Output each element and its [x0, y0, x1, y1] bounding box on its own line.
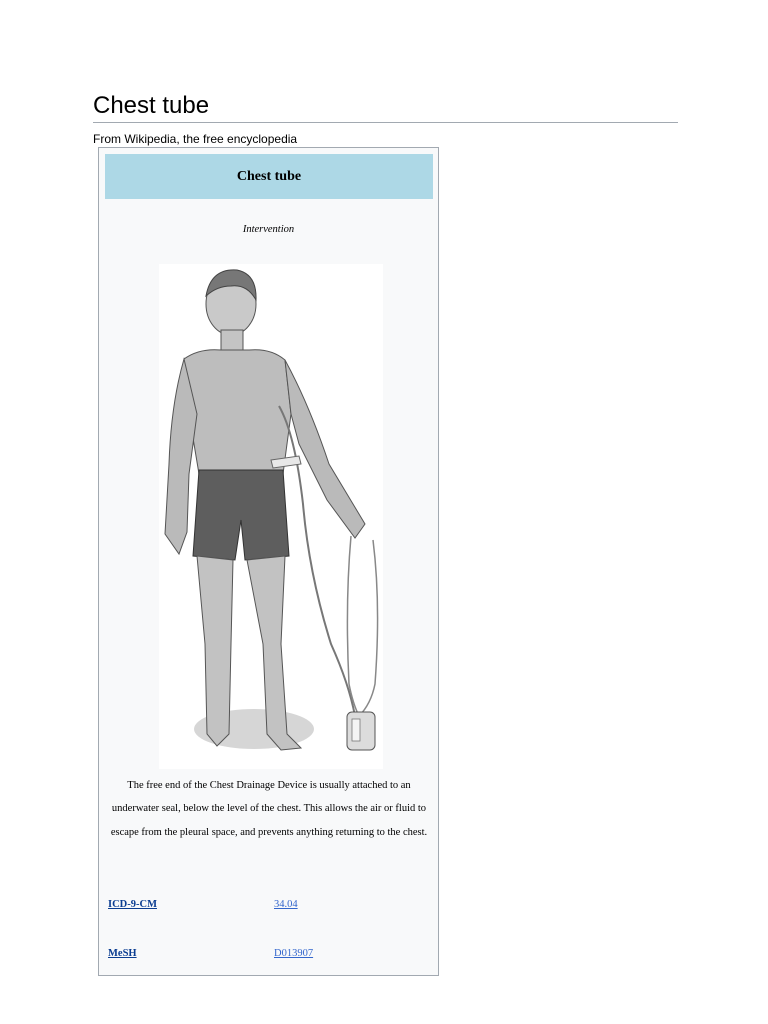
- page-title: Chest tube: [93, 92, 210, 119]
- patient-figure-drawing: [159, 264, 383, 769]
- title-divider: [93, 122, 678, 123]
- mesh-link[interactable]: MeSH: [108, 948, 137, 959]
- infobox-subtitle: Intervention: [242, 224, 295, 235]
- chest-tube-illustration[interactable]: [159, 264, 383, 769]
- page-tagline: From Wikipedia, the free encyclopedia: [93, 132, 298, 146]
- infobox-header: Chest tube: [105, 154, 433, 199]
- mesh-code-link[interactable]: D013907: [274, 948, 314, 959]
- icd9cm-code-link[interactable]: 34.04: [274, 899, 298, 910]
- icd9cm-link[interactable]: ICD-9-CM: [108, 899, 157, 910]
- infobox: [98, 147, 439, 976]
- infobox-caption: The free end of the Chest Drainage Device is usually attached to an underwater seal, below the level of the chest. This allows the air or fluid to escape from the pleural space, and prevents anything returning to the chest.: [110, 780, 428, 838]
